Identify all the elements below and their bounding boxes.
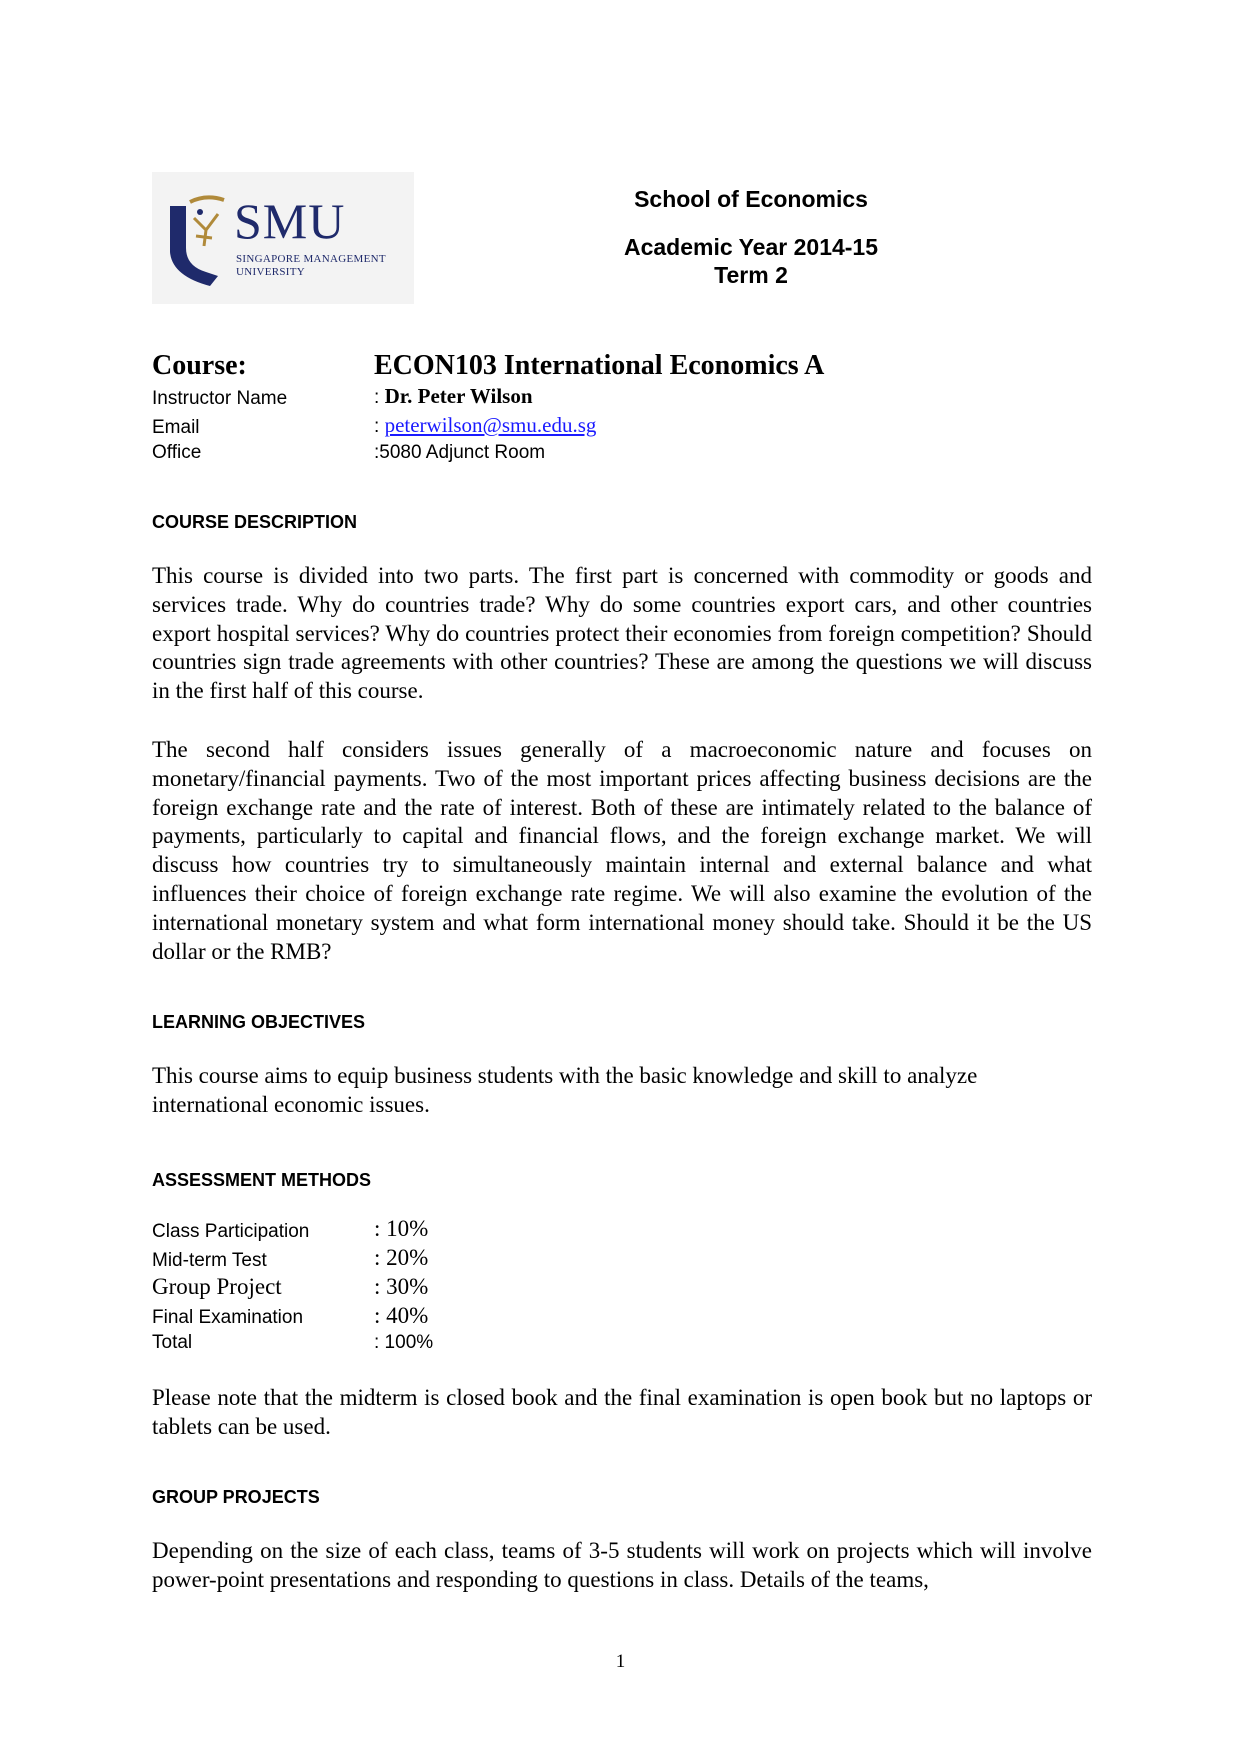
assessment-label-group-project: Group Project: [152, 1274, 282, 1299]
logo-wordmark: SMU: [234, 193, 346, 249]
academic-year: Academic Year 2014-15: [623, 234, 879, 260]
assessment-value-group-project: : 30%: [374, 1274, 429, 1299]
learning-objectives-paragraph: This course aims to equip business students with the basic knowledge and skill to analyze international economic issues.: [152, 1063, 978, 1117]
course-description-paragraph-2: The second half considers issues generally of a macroeconomic nature and focuses on monetary/financial payments. Two of the most important prices affecting business decisions are the foreign exchange rate and the rate of interest. Both of these are intimately related to the balance of payments, particularly to capital and financial flows, and the foreign exchange market. We will discuss how countries try to simultaneously maintain internal and external balance and what influences their choice of foreign exchange rate regime. We will also examine the evolution of the international monetary system and what form international money should take. Should it be the US dollar or the RMB?: [152, 737, 1092, 964]
email-value: [374, 413, 596, 438]
instructor-prefix: :: [374, 387, 385, 408]
instructor-name: Dr. Peter Wilson: [384, 384, 533, 408]
course-title: ECON103 International Economics A: [374, 350, 825, 381]
assessment-label-midterm: Mid-term Test: [152, 1250, 267, 1271]
email-prefix: :: [374, 416, 385, 437]
assessment-value-class-participation: : 10%: [374, 1216, 429, 1241]
smu-logo: [152, 172, 414, 304]
assessment-note: Please note that the midterm is closed book and the final examination is open book but no laptops or tablets can be used.: [152, 1385, 1092, 1439]
course-description-paragraph-1: This course is divided into two parts. The first part is concerned with commodity or goods and services trade. Why do countries trade? Why do some countries export cars, and other countries export hospital services? Why do countries protect their economies from foreign competition? Should countries sign trade agreements with other countries? These are among the questions we will discuss in the first half of this course.: [152, 563, 1092, 704]
smu-emblem-icon: [166, 192, 232, 288]
email-label: Email: [152, 417, 200, 438]
group-projects-heading: GROUP PROJECTS: [152, 1487, 320, 1507]
office-value: :5080 Adjunct Room: [374, 442, 546, 463]
school-name: School of Economics: [634, 186, 868, 212]
office-label: Office: [152, 442, 202, 463]
assessment-label-class-participation: Class Participation: [152, 1221, 310, 1242]
assessment-label-total: Total: [152, 1332, 193, 1353]
instructor-value: [374, 384, 533, 409]
assessment-value-final-exam: : 40%: [374, 1303, 429, 1328]
instructor-label: Instructor Name: [152, 388, 288, 409]
course-description-heading: COURSE DESCRIPTION: [152, 512, 358, 532]
logo-subtitle-line2: UNIVERSITY: [236, 266, 305, 278]
group-projects-paragraph: Depending on the size of each class, teams of 3-5 students will work on projects which will involve power-point presentations and responding to questions in class. Details of the teams,: [152, 1538, 1092, 1592]
logo-subtitle-line1: SINGAPORE MANAGEMENT: [236, 253, 386, 265]
term: Term 2: [714, 262, 788, 288]
course-label: Course:: [152, 350, 247, 381]
assessment-label-final-exam: Final Examination: [152, 1307, 304, 1328]
assessment-methods-heading: ASSESSMENT METHODS: [152, 1170, 372, 1190]
page-number: 1: [615, 1651, 626, 1672]
email-link[interactable]: peterwilson@smu.edu.sg: [384, 413, 597, 437]
learning-objectives-heading: LEARNING OBJECTIVES: [152, 1012, 366, 1032]
assessment-value-total: : 100%: [374, 1332, 434, 1353]
assessment-value-midterm: : 20%: [374, 1245, 429, 1270]
